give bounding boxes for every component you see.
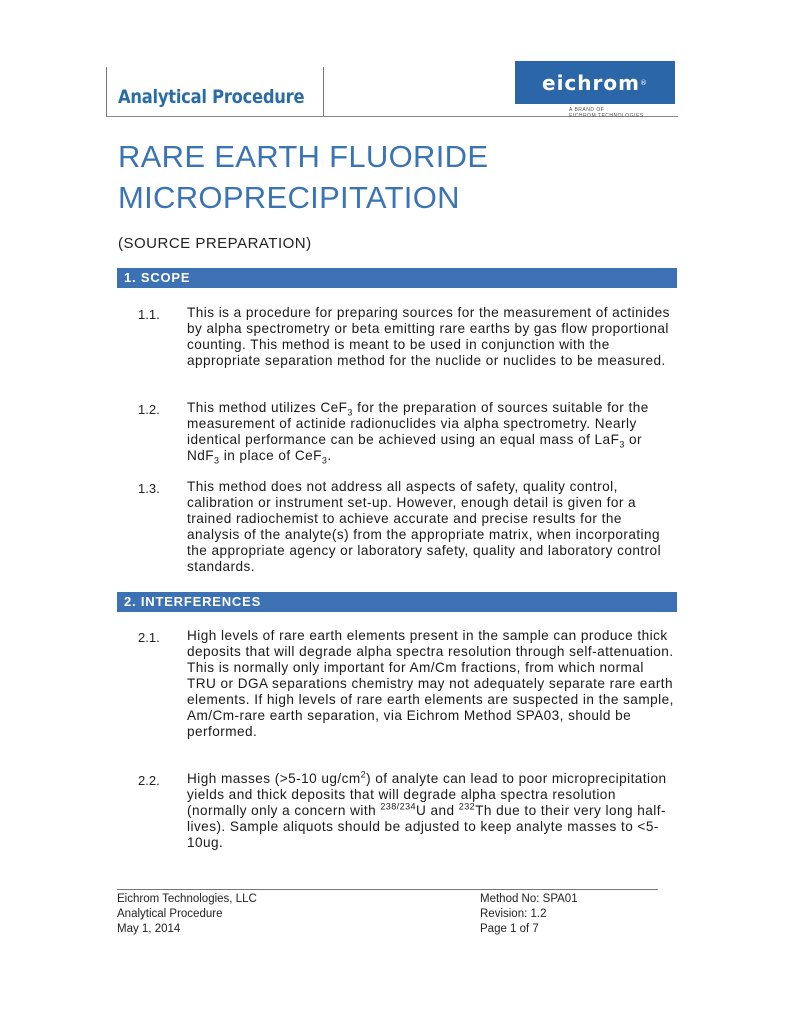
footer-revision: Revision: 1.2 (480, 908, 547, 920)
document-title-line2: MICROPRECIPITATION (118, 180, 460, 215)
footer-left (117, 892, 257, 937)
eichrom-logo (515, 61, 675, 104)
logo-sub-line1: A BRAND OF (569, 107, 605, 113)
footer-date: May 1, 2014 (117, 923, 181, 935)
item-number: 1.1. (138, 307, 160, 322)
footer-company: Eichrom Technologies, LLC (117, 893, 257, 905)
item-number: 1.2. (138, 402, 160, 417)
footer-doc-type: Analytical Procedure (117, 908, 223, 920)
document-subtitle: (SOURCE PREPARATION) (118, 235, 312, 252)
item-text-1-2: This method utilizes CeF$_3$ for the preparation of sources suitable for the measurement of actinide radionuclides via alpha spectrometry. Nearly identical performance can be achieved using an equal mass of LaF$_3$ or NdF$_3$ in place of CeF$_3$. (187, 400, 649, 466)
section-heading-scope: 1. SCOPE (117, 268, 677, 288)
logo-text: eichrom (542, 70, 640, 95)
logo-subtext (569, 107, 644, 119)
header-divider-left (106, 67, 107, 117)
document-title (118, 136, 678, 218)
item-text-2-2: High masses (>5-10 $ug/cm^2$) of analyte can lead to poor microprecipitation yields and thick deposits that will degrade alpha spectra resolution (normally only a concern with $^{238/234}$U and $^{232}$Th due to their very long half-lives). Sample aliquots should be adjusted to keep analyte masses to <5-10ug. (187, 769, 667, 850)
item-number: 1.3. (138, 481, 160, 496)
document-title-line1: RARE EARTH FLUORIDE (118, 139, 489, 174)
item-number: 2.2. (138, 773, 160, 788)
logo-trademark: ® (639, 78, 648, 87)
logo-sub-line2: EICHROM TECHNOLOGIES (569, 113, 644, 119)
item-text-2-1: High levels of rare earth elements present in the sample can produce thick deposits that will degrade alpha spectra resolution through self-attenuation. This is normally only important for Am/Cm fractions, from which normal TRU or DGA separations chemistry may not adequately separate rare earth elements. If high levels of rare earth elements are suspected in the sample, Am/Cm-rare earth separation, via Eichrom Method SPA03, should be performed. (187, 628, 674, 739)
item-text-1-1: This is a procedure for preparing sources for the measurement of actinides by alpha spectrometry or beta emitting rare earths by gas flow proportional counting. This method is meant to be used in conjunction with the appropriate separation method for the nuclide or nuclides to be measured. (187, 305, 670, 368)
item-text-1-3: This method does not address all aspects of safety, quality control, calibration or instrument set-up. However, enough detail is given for a trained radiochemist to achieve accurate and precise results for the analysis of the analyte(s) from the appropriate matrix, when incorporating the appropriate agency or laboratory safety, quality and laboratory control standards. (187, 479, 662, 574)
item-number: 2.1. (138, 630, 160, 645)
section-heading-interferences: 2. INTERFERENCES (117, 592, 677, 612)
header-divider-right (323, 67, 324, 117)
header-label: Analytical Procedure (118, 86, 305, 108)
footer-method-no: Method No: SPA01 (480, 893, 578, 905)
footer-page-number: Page 1 of 7 (480, 923, 539, 935)
footer-right (480, 892, 578, 937)
footer-divider (117, 889, 658, 890)
